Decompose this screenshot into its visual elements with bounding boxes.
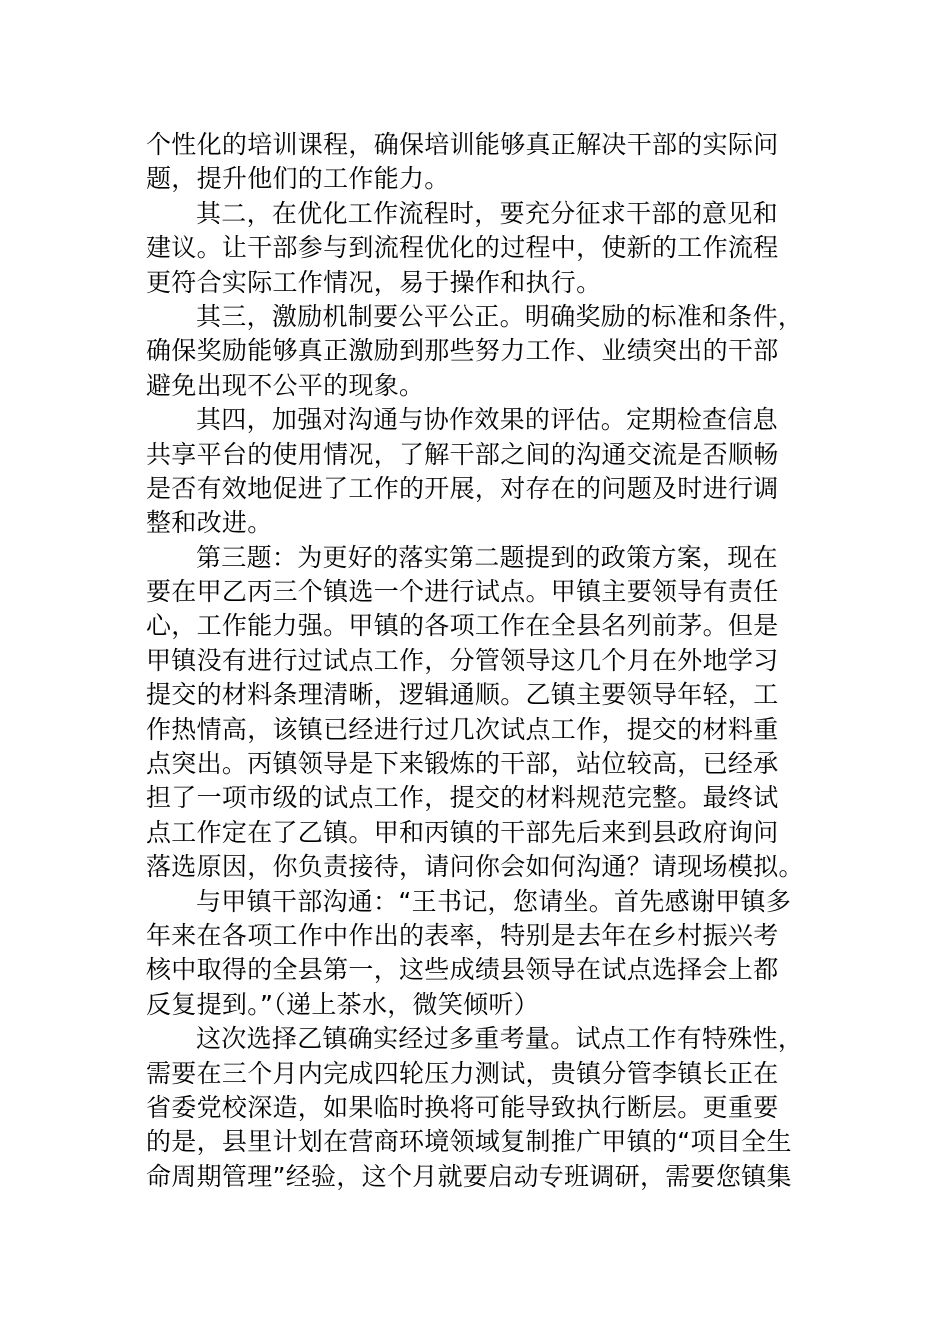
document-body <box>146 128 826 1194</box>
text-line: 共享平台的使用情况，了解干部之间的沟通交流是否顺畅 <box>146 439 779 469</box>
text-line: 个性化的培训课程，确保培训能够真正解决干部的实际问 <box>146 130 779 159</box>
text-line: 其三，激励机制要公平公正。明确奖励的标准和条件， <box>196 301 804 331</box>
text-line: 命周期管理”经验，这个月就要启动专班调研，需要您镇集 <box>146 1161 792 1191</box>
text-line: 题，提升他们的工作能力。 <box>146 164 450 194</box>
text-line: 省委党校深造，如果临时换将可能导致执行断层。更重要 <box>146 1092 779 1122</box>
text-line: 甲镇没有进行过试点工作，分管领导这几个月在外地学习 <box>146 645 779 675</box>
text-line: 整和改进。 <box>146 508 273 538</box>
text-line: 提交的材料条理清晰，逻辑通顺。乙镇主要领导年轻，工 <box>146 680 779 710</box>
text-line: 点突出。丙镇领导是下来锻炼的干部，站位较高，已经承 <box>146 749 779 779</box>
text-line: 年来在各项工作中作出的表率，特别是去年在乡村振兴考 <box>146 920 779 950</box>
text-line: 建议。让干部参与到流程优化的过程中，使新的工作流程 <box>146 233 779 263</box>
text-line: 更符合实际工作情况，易于操作和执行。 <box>146 267 602 297</box>
text-line: 担了一项市级的试点工作，提交的材料规范完整。最终试 <box>146 783 779 813</box>
text-line: 与甲镇干部沟通：“王书记，您请坐。首先感谢甲镇多 <box>196 886 792 916</box>
text-line: 是否有效地促进了工作的开展，对存在的问题及时进行调 <box>146 473 779 503</box>
text-line: 其四，加强对沟通与协作效果的评估。定期检查信息 <box>196 405 778 435</box>
text-line: 确保奖励能够真正激励到那些努力工作、业绩突出的干部 <box>146 336 779 366</box>
text-line: 第三题：为更好的落实第二题提到的政策方案，现在 <box>196 542 778 572</box>
text-line: 心，工作能力强。甲镇的各项工作在全县名列前茅。但是 <box>146 611 779 641</box>
text-line: 作热情高，该镇已经进行过几次试点工作，提交的材料重 <box>146 714 779 744</box>
text-line: 反复提到。”（递上茶水，微笑倾听） <box>146 989 540 1019</box>
text-line: 这次选择乙镇确实经过多重考量。试点工作有特殊性， <box>196 1024 804 1054</box>
text-line: 其二，在优化工作流程时，要充分征求干部的意见和 <box>196 198 778 228</box>
text-line: 点工作定在了乙镇。甲和丙镇的干部先后来到县政府询问 <box>146 817 779 847</box>
text-line: 需要在三个月内完成四轮压力测试，贵镇分管李镇长正在 <box>146 1058 779 1088</box>
text-line: 要在甲乙丙三个镇选一个进行试点。甲镇主要领导有责任 <box>146 577 779 607</box>
text-line: 核中取得的全县第一，这些成绩县领导在试点选择会上都 <box>146 955 779 985</box>
text-line: 避免出现不公平的现象。 <box>146 370 425 400</box>
text-line: 的是，县里计划在营商环境领域复制推广甲镇的“项目全生 <box>146 1127 792 1157</box>
text-line: 落选原因，你负责接待，请问你会如何沟通？请现场模拟。 <box>146 852 804 882</box>
